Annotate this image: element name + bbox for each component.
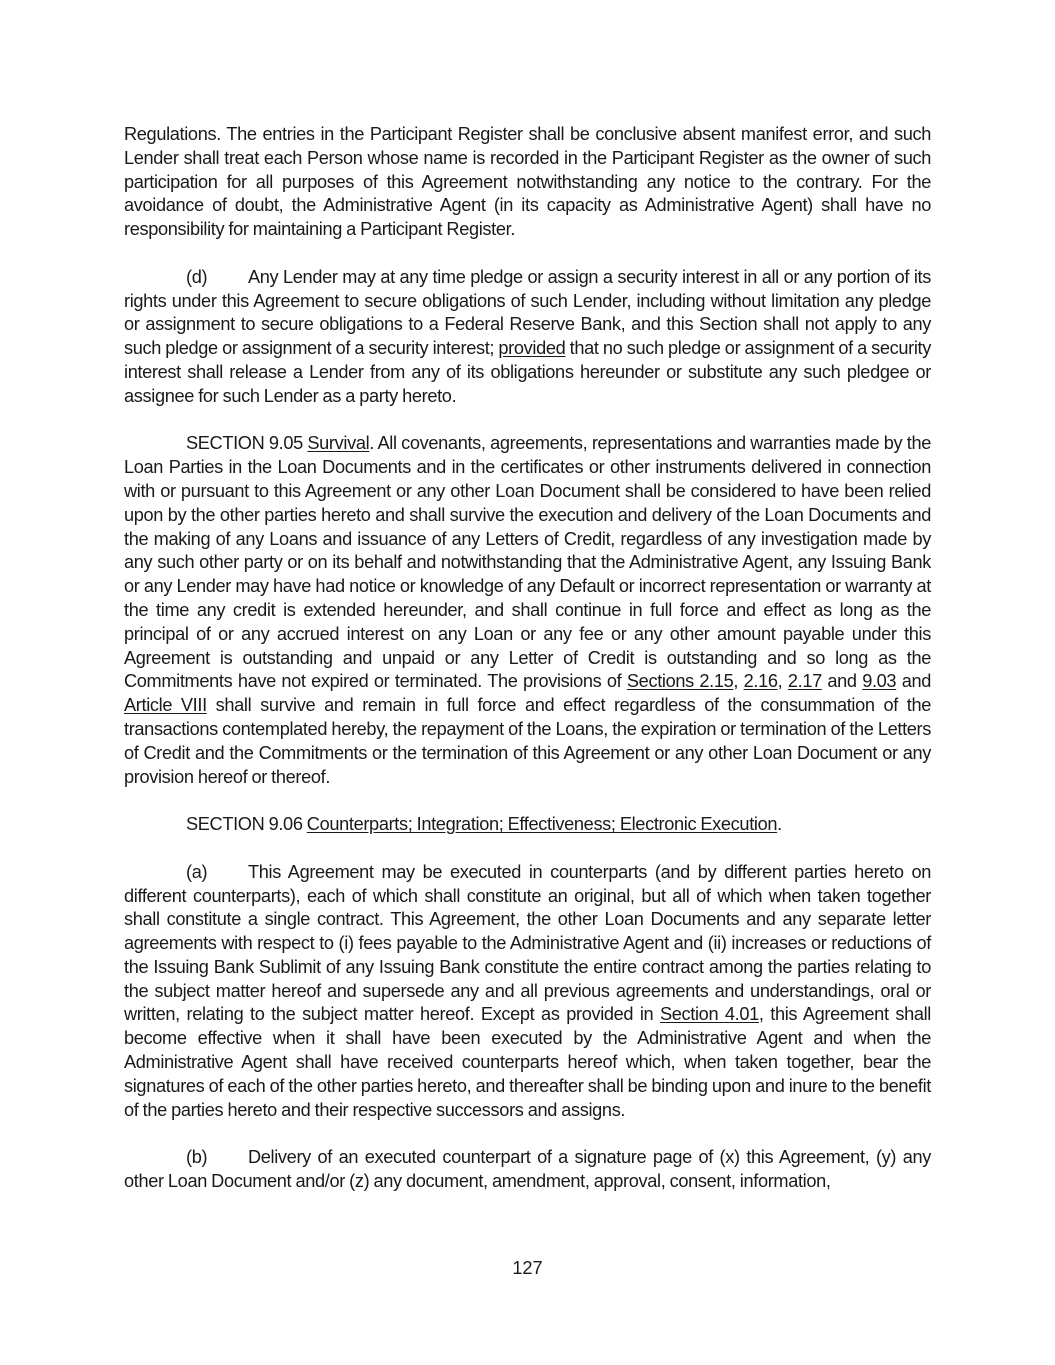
document-body [124,123,931,1194]
list-marker: (a) [186,861,208,882]
cross-reference: Article VIII [124,695,207,716]
section-number: SECTION 9.06 [186,814,307,835]
underlined-term: provided [498,338,566,359]
list-marker: (d) [186,266,208,287]
cross-reference: 9.03 [862,671,897,692]
paragraph-participant-register: Regulations. The entries in the Participant Register shall be conclusive absent manifest error, and such Lender shall treat each Person whose name is recorded in the Participant Register as the owner of such participation for all purposes of this Agreement notwithstanding any notice to the contrary. For the avoidance of doubt, the Administrative Agent (in its capacity as Administrative Agent) shall have no responsibility for maintaining a Participant Register. [124,124,931,240]
section-number: SECTION 9.05 [186,433,308,454]
section-9-05-survival: SECTION 9.05 Survival. All covenants, agreements, representations and warranties made by the Loan Parties in the Loan Documents and in the certificates or other instruments delivered in connection with or pursuant to this Agreement or any other Loan Document shall be considered to have been relied upon by the other parties hereto and shall survive the execution and delivery of the Loan Documents and the making of any Loans and issuance of any Letters of Credit, regardless of any investigation made by any such other party or on its behalf and notwithstanding that the Administrative Agent, any Issuing Bank or any Lender may have had notice or knowledge of any Default or incorrect representation or warranty at the time any credit is extended hereunder, and shall continue in full force and effect as long as the principal of or any accrued interest on any Loan or any fee or any other amount payable under this Agreement is outstanding and unpaid or any Letter of Credit is outstanding and so long as the Commitments have not expired or terminated. The provisions of Sections 2.15, 2.16, 2.17 and 9.03 and Article VIII shall survive and remain in full force and effect regardless of the consummation of the transactions contemplated hereby, the repayment of the Loans, the expiration or termination of the Letters of Credit and the Commitments or the termination of this Agreement or any other Loan Document or any provision hereof or thereof. [124,433,932,787]
paragraph-a-counterparts: (a) This Agreement may be executed in counterparts (and by different parties hereto on different counterparts), each of which shall constitute an original, but all of which when taken together shall constitute a single contract. This Agreement, the other Loan Documents and any separate letter agreements with respect to (i) fees payable to the Administrative Agent and (ii) increases or reductions of the Issuing Bank Sublimit of any Issuing Bank constitute the entire contract among the parties relating to the subject matter hereof and supersede any and all previous agreements and understandings, oral or written, relating to the subject matter hereof. Except as provided in Section 4.01, this Agreement shall become effective when it shall have been executed by the Administrative Agent and when the Administrative Agent shall have received counterparts hereof which, when taken together, bear the signatures of each of the other parties hereto, and thereafter shall be binding upon and inure to the benefit of the parties hereto and their respective successors and assigns. [124,861,931,1120]
paragraph-b-delivery: (b) Delivery of an executed counterpart of a signature page of (x) this Agreement, (y) any other Loan Document and/or (z) any document, amendment, approval, consent, information, [124,1147,931,1192]
cross-reference: Section 4.01 [660,1004,759,1025]
section-heading: Counterparts; Integration; Effectiveness; Electronic Execution [306,814,778,835]
paragraph-d-pledge: (d) Any Lender may at any time pledge or assign a security interest in all or any portion of its rights under this Agreement to secure obligations of such Lender, including without limitation any pledge or assignment to secure obligations to a Federal Reserve Bank, and this Section shall not apply to any such pledge or assignment of a security interest; provided that no such pledge or assignment of a security interest shall release a Lender from any of its obligations hereunder or substitute any such pledgee or assignee for such Lender as a party hereto. [124,266,932,406]
page-number: 127 [512,1258,543,1278]
section-heading: Survival [307,433,370,454]
cross-reference: 2.16 [743,671,778,692]
cross-reference: Sections 2.15 [626,671,734,692]
list-marker: (b) [186,1147,208,1168]
cross-reference: 2.17 [787,671,822,692]
section-9-06-heading: SECTION 9.06 Counterparts; Integration; Effectiveness; Electronic Execution. [186,814,782,835]
